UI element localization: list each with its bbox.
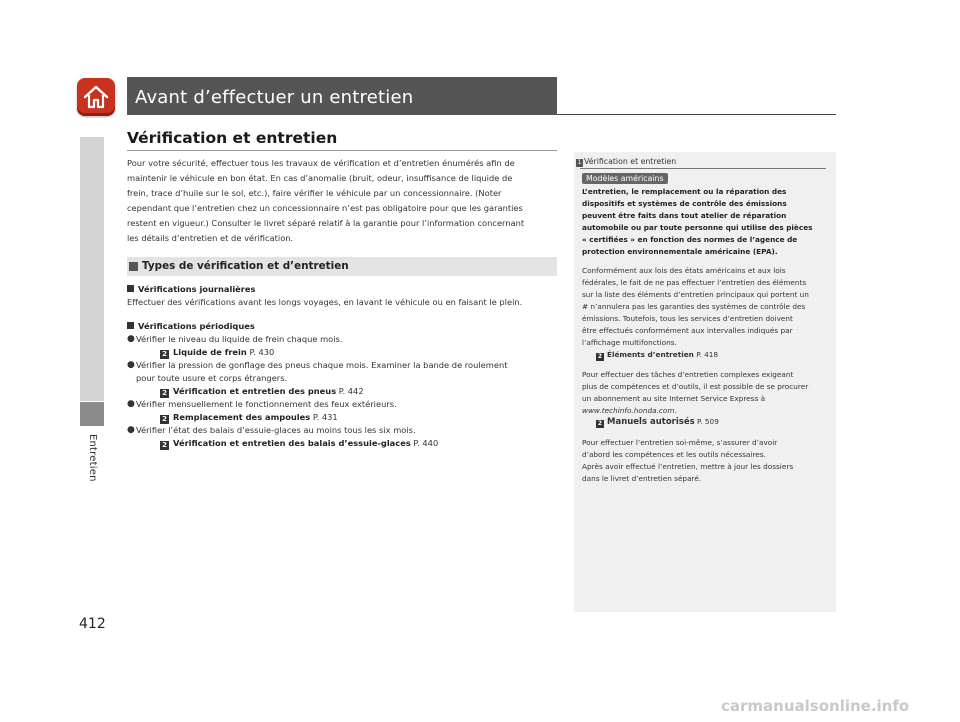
square-bullet-icon [129, 262, 138, 271]
list-item-text: pour toute usure et corps étrangers. [136, 373, 288, 383]
square-bullet-icon [127, 322, 134, 329]
sidebar-line: L’entretien, le remplacement ou la réparation des [582, 187, 787, 196]
cross-reference[interactable] [127, 346, 562, 359]
periodic-heading [127, 320, 562, 333]
daily-heading-text: Vérifications journalières [138, 284, 256, 294]
cross-reference[interactable] [127, 411, 562, 424]
sidebar-line: émissions. Toutefois, tous les services d’entretien doivent [582, 314, 793, 324]
sidebar-line: # n’annulera pas les garanties des systèmes de contrôle des [582, 302, 806, 312]
cross-reference[interactable] [127, 385, 562, 398]
model-badge: Modèles américains [582, 173, 668, 184]
reference-arrow-icon: 2 [160, 415, 169, 424]
bullet-icon: ● [127, 425, 135, 435]
square-bullet-icon [127, 285, 134, 292]
intro-line: restent en vigueur.) Consulter le livret séparé relatif à la garantie pour l’information concernant [127, 218, 525, 229]
watermark: carmanualsonline.info [721, 697, 910, 715]
reference-arrow-icon: 2 [160, 350, 169, 359]
list-item [127, 424, 562, 437]
reference-title[interactable]: Remplacement des ampoules [173, 412, 311, 422]
header-rule [557, 114, 836, 115]
reference-arrow-icon: 2 [160, 389, 169, 398]
note-number-icon: 1 [577, 159, 582, 166]
reference-arrow-icon: 2 [597, 420, 603, 428]
intro-paragraph [127, 156, 559, 247]
sidebar-line: l’affichage multifonctions. [582, 337, 677, 347]
reference-page[interactable]: P. 431 [312, 412, 338, 422]
bullet-icon: ● [127, 360, 135, 370]
sidebar-note [574, 152, 836, 612]
sidebar-paragraph [582, 437, 832, 485]
reference-title[interactable]: Liquide de frein [173, 347, 247, 357]
reference-title[interactable]: Éléments d’entretien [607, 349, 694, 359]
sidebar-paragraph [582, 265, 832, 360]
service-url-link[interactable]: www.techinfo.honda.com [582, 405, 675, 415]
intro-line: Pour votre sécurité, effectuer tous les travaux de vérification et d’entretien énumérés afin de [127, 158, 515, 168]
periodic-checks [127, 320, 562, 450]
cross-reference[interactable] [582, 350, 718, 359]
sidebar-line: être effectués conformément aux intervalles indiqués par [582, 325, 793, 335]
sidebar-line: protection environnementale américaine (EPA). [582, 246, 778, 256]
sidebar-line: Conformément aux lois des états américains et aux lois [582, 266, 786, 276]
subsection-header [127, 257, 557, 276]
section-rule [127, 150, 557, 151]
sidebar-line: sur la liste des éléments d’entretien principaux qui portent un [582, 290, 809, 300]
chapter-title: Avant d’effectuer un entretien [135, 87, 414, 108]
list-item-text: Vérifier mensuellement le fonctionnement des feux extérieurs. [136, 399, 397, 409]
sidebar-line: d’abord les compétences et les outils nécessaires. [582, 450, 766, 460]
cross-reference[interactable] [582, 417, 719, 426]
sidebar-line: Pour effectuer des tâches d’entretien complexes exigeant [582, 369, 794, 379]
list-item-text: Vérifier la pression de gonflage des pneus chaque mois. Examiner la bande de roulement [136, 360, 508, 370]
chapter-tab[interactable] [80, 402, 104, 426]
reference-page[interactable]: P. 509 [697, 417, 719, 427]
home-icon [82, 83, 110, 111]
daily-heading [127, 283, 562, 296]
daily-checks [127, 283, 562, 309]
sidebar-line: plus de compétences et d’outils, il est possible de se procurer [582, 381, 809, 391]
reference-title[interactable]: Vérification et entretien des pneus [173, 386, 337, 396]
sidebar-line: dans le livret d’entretien séparé. [582, 474, 702, 484]
sidebar-body [582, 186, 832, 493]
list-item [127, 398, 562, 411]
intro-line: maintenir le véhicule en bon état. En cas d’anomalie (bruit, odeur, insuffisance de liquide de [127, 173, 513, 184]
side-bar-strip [80, 137, 104, 401]
page-number: 412 [79, 616, 106, 632]
sidebar-bold-paragraph [582, 186, 832, 257]
list-item-text: Vérifier le niveau du liquide de frein chaque mois. [136, 334, 343, 344]
intro-line: cependant que l’entretien chez un concessionnaire n’est pas obligatoire pour que les garanties [127, 203, 523, 214]
periodic-heading-text: Vérifications périodiques [138, 321, 255, 331]
sidebar-line: fédérales, le fait de ne pas effectuer l’entretien des éléments [582, 278, 807, 288]
list-item [127, 333, 562, 346]
reference-title[interactable]: Vérification et entretien des balais d’essuie-glaces [173, 438, 411, 448]
daily-text: Effectuer des vérifications avant les longs voyages, en lavant le véhicule ou en faisant le plein. [127, 297, 523, 307]
subsection-title: Types de vérification et d’entretien [142, 259, 349, 272]
sidebar-paragraph: Pour effectuer des tâches d’entretien complexes exigeant plus de compétences et d’outils, il est possible de se procurer un abonnement au site Internet Service Express à www.techinfo.honda.com. 2 Manuels autorisés P. 509 [582, 369, 809, 428]
reference-arrow-icon: 2 [597, 352, 603, 360]
list-item-text: Vérifier l’état des balais d’essuie-glaces au moins tous les six mois. [136, 425, 416, 435]
sidebar-line: peuvent être faits dans tout atelier de réparation [582, 210, 787, 220]
cross-reference[interactable] [127, 437, 562, 450]
reference-page[interactable]: P. 418 [696, 349, 719, 359]
sidebar-line: « certifiées » en fonction des normes de l’agence de [582, 234, 798, 244]
reference-page[interactable]: P. 430 [249, 347, 275, 357]
sidebar-title: Vérification et entretien [584, 157, 677, 166]
chapter-label: Entretien [87, 434, 98, 482]
reference-title[interactable]: Manuels autorisés [607, 417, 695, 428]
bullet-icon: ● [127, 399, 135, 409]
sidebar-rule [580, 168, 826, 169]
chapter-header [127, 77, 557, 115]
sidebar-line: Pour effectuer l’entretien soi-même, s’assurer d’avoir [582, 438, 778, 448]
sidebar-line: dispositifs et systèmes de contrôle des émissions [582, 198, 787, 208]
intro-line: les détails d’entretien et de vérification. [127, 233, 294, 244]
sidebar-header [576, 157, 676, 167]
reference-page[interactable]: P. 442 [338, 386, 364, 396]
home-button[interactable] [77, 78, 115, 116]
bullet-icon: ● [127, 334, 135, 344]
section-title: Vérification et entretien [127, 129, 338, 147]
sidebar-line: Après avoir effectué l’entretien, mettre à jour les dossiers [582, 462, 794, 472]
list-item [127, 359, 562, 385]
sidebar-line: automobile ou par toute personne qui utilise des pièces [582, 222, 813, 232]
intro-line: frein, trace d’huile sur le sol, etc.), faire vérifier le véhicule par un concessionnaire. (Noter [127, 188, 502, 199]
reference-arrow-icon: 2 [160, 441, 169, 450]
sidebar-line: un abonnement au site Internet Service Express à [582, 393, 766, 403]
reference-page[interactable]: P. 440 [413, 438, 439, 448]
